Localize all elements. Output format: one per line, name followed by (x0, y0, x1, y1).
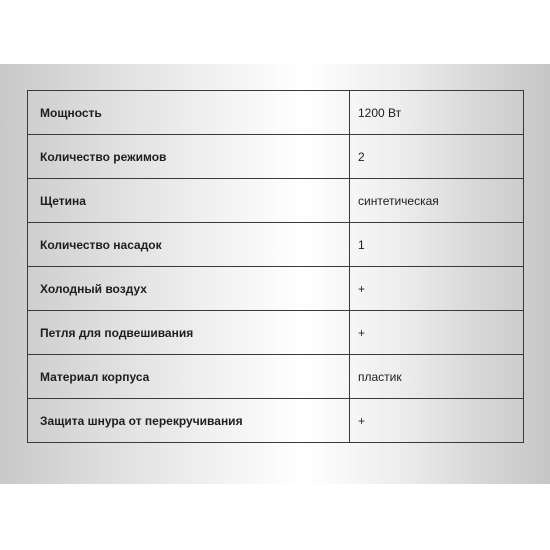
spec-label: Холодный воздух (28, 267, 350, 311)
table-row (28, 399, 524, 443)
spec-value: 1200 Вт (350, 91, 524, 135)
spec-value: синтетическая (350, 179, 524, 223)
spec-label: Щетина (28, 179, 350, 223)
spec-value: + (350, 267, 524, 311)
spec-value: 2 (350, 135, 524, 179)
table-row (28, 135, 524, 179)
spec-value: + (350, 311, 524, 355)
spec-label: Мощность (28, 91, 350, 135)
spec-value: 1 (350, 223, 524, 267)
table-row (28, 355, 524, 399)
table-row (28, 91, 524, 135)
spec-label: Количество режимов (28, 135, 350, 179)
spec-label: Защита шнура от перекручивания (28, 399, 350, 443)
spec-label: Материал корпуса (28, 355, 350, 399)
table-row (28, 267, 524, 311)
spec-label: Количество насадок (28, 223, 350, 267)
table-row (28, 223, 524, 267)
spec-value: + (350, 399, 524, 443)
table-row (28, 311, 524, 355)
spec-value: пластик (350, 355, 524, 399)
spec-label: Петля для подвешивания (28, 311, 350, 355)
table-row (28, 179, 524, 223)
specs-table (27, 90, 524, 443)
